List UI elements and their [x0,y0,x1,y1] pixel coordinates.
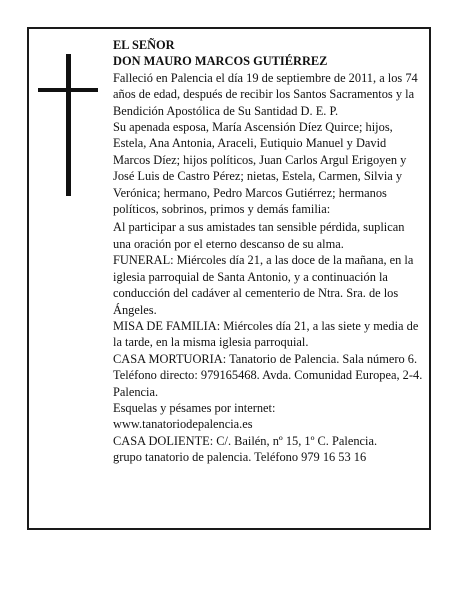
mourning-house-info: CASA DOLIENTE: C/. Bailén, nº 15, 1º C. Palencia. [113,433,378,448]
condolences-label: Esquelas y pésames por internet: [113,400,276,415]
condolences-url: www.tanatoriodepalencia.es [113,417,253,432]
footer-info: grupo tanatorio de palencia. Teléfono 979 16 53 16 [113,450,367,465]
prayer-request: Al participar a sus amistades tan sensible pérdida, suplican una oración por el eterno descanso de su alma. [113,220,405,251]
obituary-text [113,37,423,466]
family-mass-info: MISA DE FAMILIA: Miércoles día 21, a las siete y media de la tarde, en la misma iglesia parroquial. [113,318,419,350]
cross-vertical-bar [66,54,71,196]
cross-horizontal-bar [38,88,98,92]
death-notice: Falleció en Palencia el día 19 de septiembre de 2011, a los 74 años de edad, después de recibir los Santos Sacramentos y la Bendición Apostólica de Su Santidad D. E. P. [113,70,418,118]
mortuary-info: CASA MORTUORIA: Tanatorio de Palencia. Sala número 6. Teléfono directo: 979165468. Avda. Comunidad Europea, 2-4. Palencia. [113,351,423,399]
family-list: Su apenada esposa, María Ascensión Díez Quirce; hijos, Estela, Ana Antonia, Araceli, Eutiquio Manuel y David Marcos Díez; hijos políticos, Juan Carlos Argul Erigoyen y José Luis de Castro Pérez; nietas, Estela, Carmen, Silvia y Verónica; hermano, Pedro Marcos Gutiérrez; hermanos políticos, sobrinos, primos y demás familia: [113,120,407,217]
header-title: EL SEÑOR [113,38,175,52]
latin-cross-icon [38,54,98,196]
deceased-name: DON MAURO MARCOS GUTIÉRREZ [113,54,328,69]
funeral-info: FUNERAL: Miércoles día 21, a las doce de la mañana, en la iglesia parroquial de Santa Antonio, y a continuación la conducción del cadáver al cementerio de Ntra. Sra. de los Ángeles. [113,253,414,317]
